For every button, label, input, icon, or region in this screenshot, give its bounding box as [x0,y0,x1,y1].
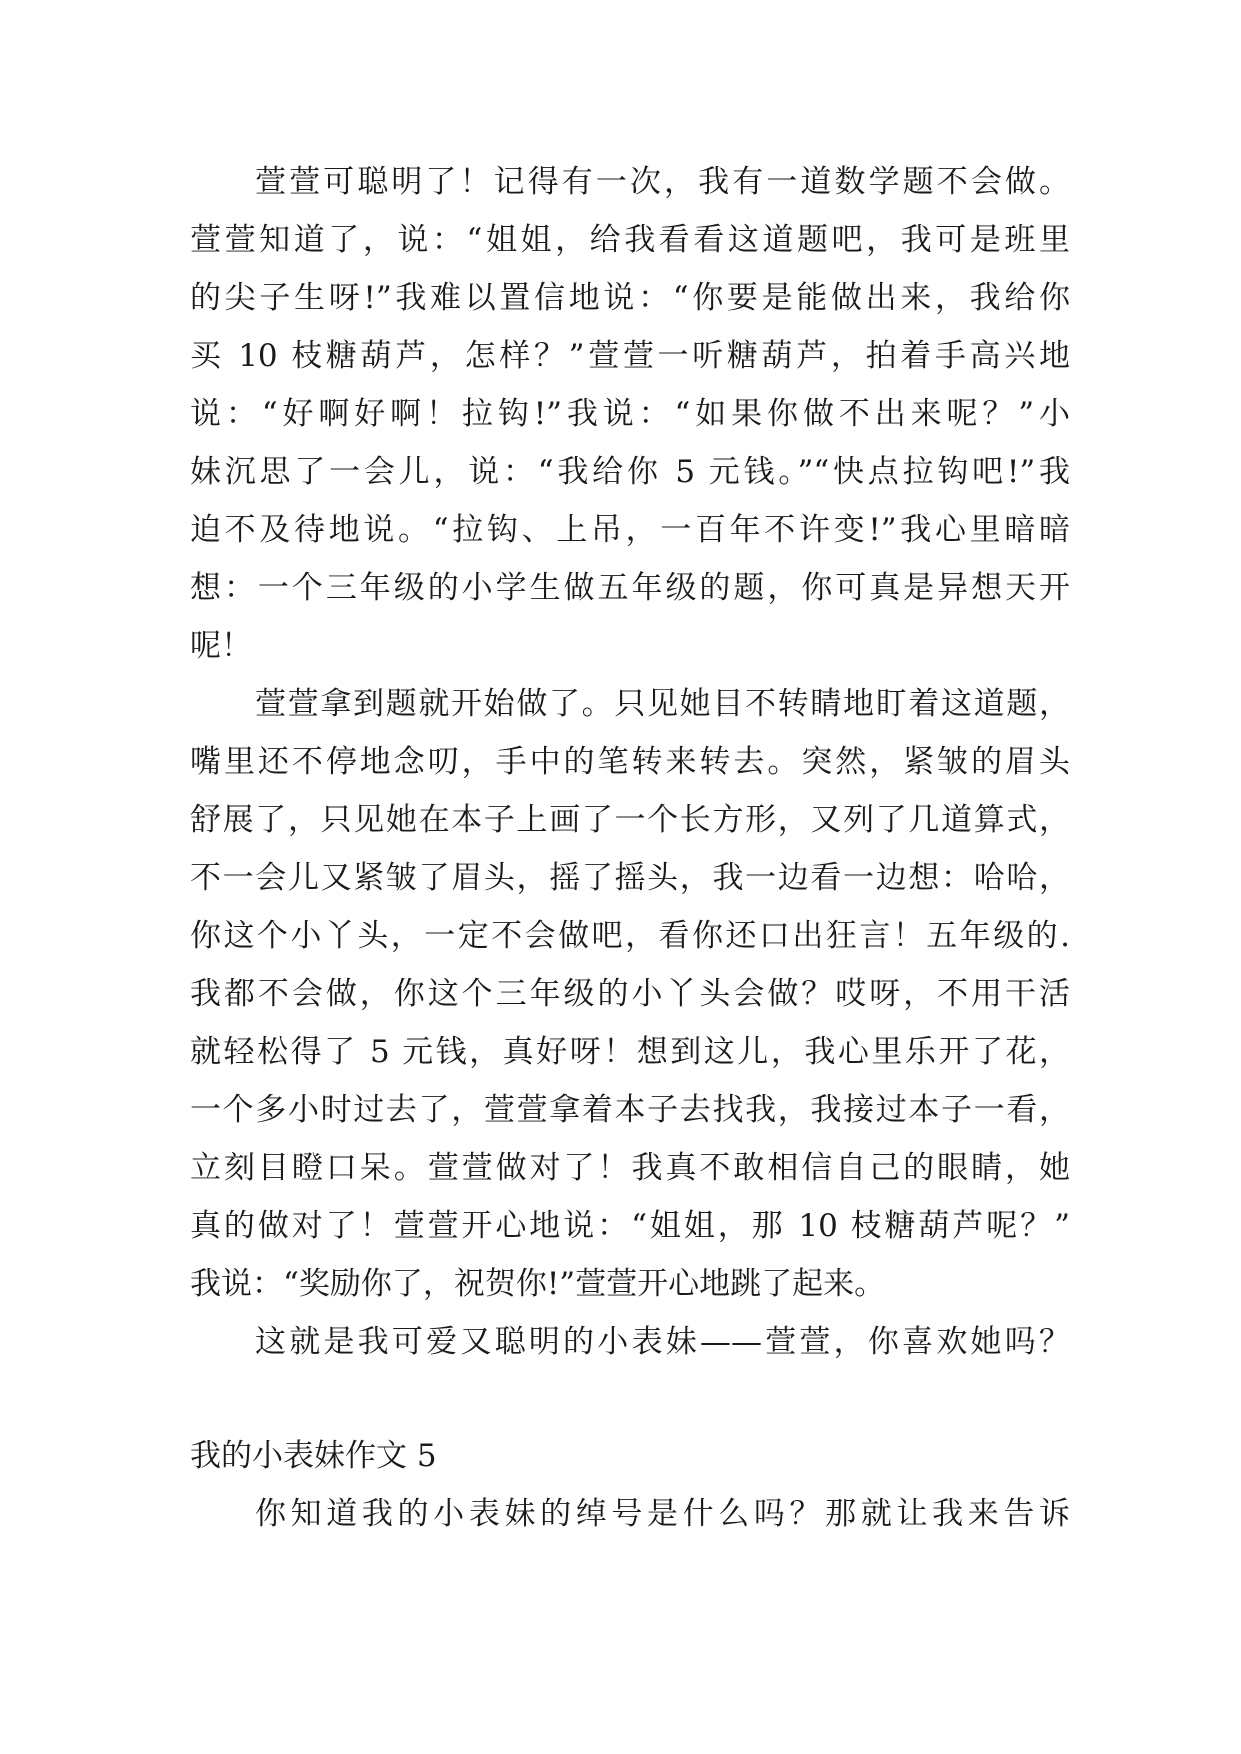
paragraph-2-line-7: 就轻松得了 5 元钱，真好呀！想到这儿，我心里乐开了花， [190,1034,1070,1070]
paragraph-2-line-6: 我都不会做，你这个三年级的小丫头会做？哎呀，不用干活 [190,976,1070,1012]
paragraph-1-line-5: 说：“好啊好啊！拉钩!”我说：“如果你做不出来呢？”小 [190,396,1070,432]
paragraph-2-line-4: 不一会儿又紧皱了眉头，摇了摇头，我一边看一边想：哈哈， [190,860,1070,896]
paragraph-4-line-1: 你知道我的小表妹的绰号是什么吗？那就让我来告诉 [255,1496,1070,1532]
paragraph-2-line-9: 立刻目瞪口呆。萱萱做对了！我真不敢相信自己的眼睛，她 [190,1150,1070,1186]
paragraph-1-line-2: 萱萱知道了，说：“姐姐，给我看看这道题吧，我可是班里 [190,222,1070,258]
paragraph-2-line-8: 一个多小时过去了，萱萱拿着本子去找我，我接过本子一看， [190,1092,1070,1128]
paragraph-1-line-8: 想：一个三年级的小学生做五年级的题，你可真是异想天开 [190,570,1070,606]
paragraph-1-line-7: 迫不及待地说。“拉钩、上吊，一百年不许变!”我心里暗暗 [190,512,1070,548]
paragraph-2-line-1: 萱萱拿到题就开始做了。只见她目不转睛地盯着这道题， [255,686,1070,722]
paragraph-2-line-2: 嘴里还不停地念叨，手中的笔转来转去。突然，紧皱的眉头 [190,744,1070,780]
section-heading: 我的小表妹作文 5 [190,1438,437,1474]
paragraph-1-line-9: 呢！ [190,628,252,664]
paragraph-2-line-5: 你这个小丫头，一定不会做吧，看你还口出狂言！五年级的. [190,918,1070,954]
paragraph-2-line-11: 我说：“奖励你了，祝贺你!”萱萱开心地跳了起来。 [190,1266,886,1302]
paragraph-3-line-1: 这就是我可爱又聪明的小表妹——萱萱，你喜欢她吗？ [255,1324,1070,1360]
paragraph-1-line-3: 的尖子生呀!”我难以置信地说：“你要是能做出来，我给你 [190,280,1070,316]
paragraph-1-line-1: 萱萱可聪明了！记得有一次，我有一道数学题不会做。 [255,164,1070,200]
paragraph-2-line-3: 舒展了，只见她在本子上画了一个长方形，又列了几道算式， [190,802,1070,838]
paragraph-1-line-6: 妹沉思了一会儿，说：“我给你 5 元钱。”“快点拉钩吧!”我 [190,454,1070,490]
paragraph-1-line-4: 买 10 枝糖葫芦，怎样？”萱萱一听糖葫芦，拍着手高兴地 [190,338,1070,374]
paragraph-2-line-10: 真的做对了！萱萱开心地说：“姐姐，那 10 枝糖葫芦呢？” [190,1208,1070,1244]
